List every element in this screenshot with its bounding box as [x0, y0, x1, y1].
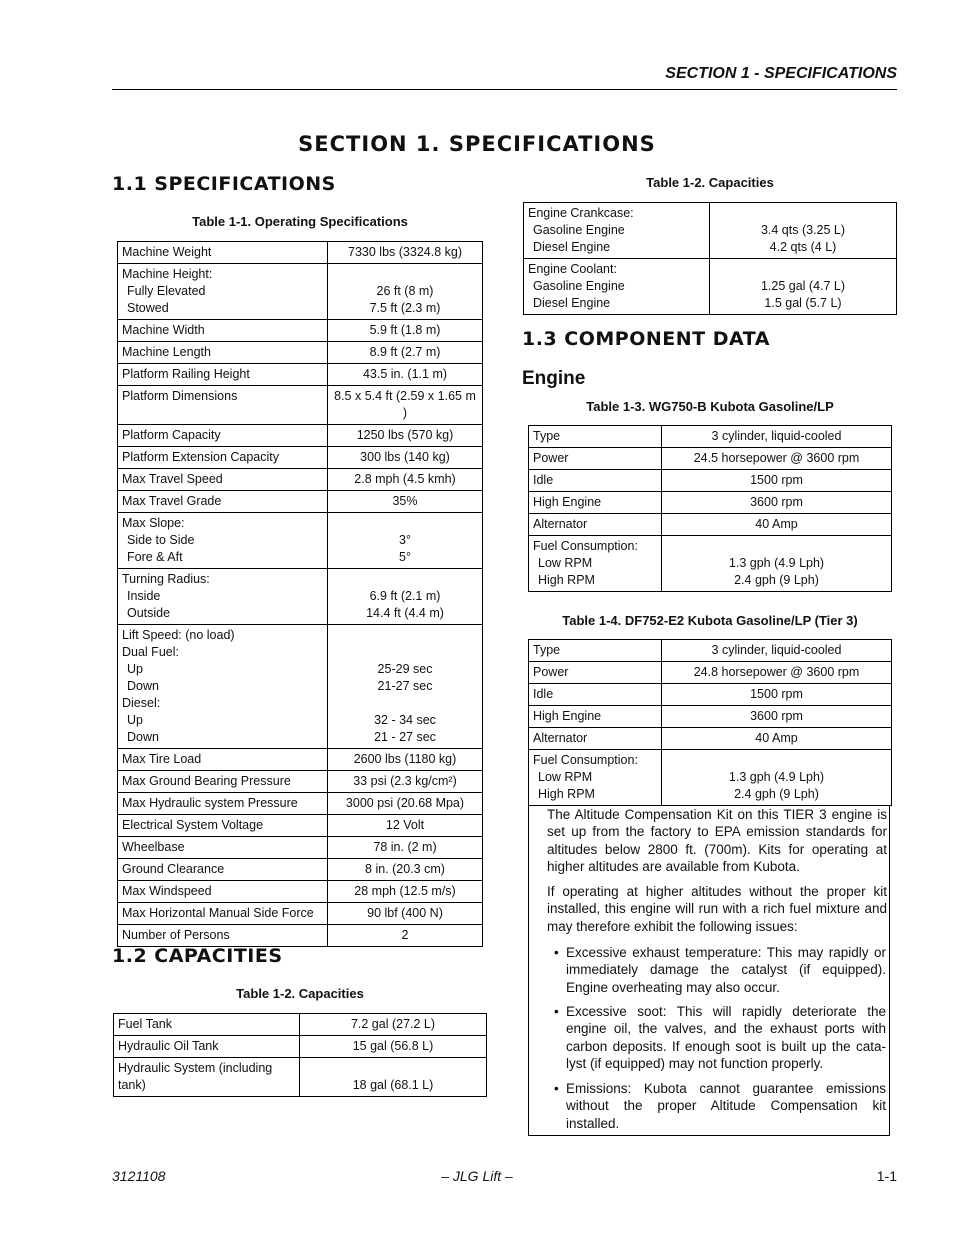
- row-value: 26 ft (8 m): [376, 284, 434, 298]
- row-value-cell: 7.2 gal (27.2 L): [300, 1014, 487, 1036]
- table-row: [529, 448, 892, 470]
- row-label-cell: Type: [529, 640, 662, 662]
- row-value-cell: 8.9 ft (2.7 m): [328, 342, 483, 364]
- row-sublabel: High RPM: [538, 573, 595, 587]
- table-row: [118, 342, 483, 364]
- table-row: [529, 470, 892, 492]
- row-sublabel: Fully Elevated: [127, 284, 206, 298]
- row-label-cell: Power: [529, 662, 662, 684]
- bullet-icon: •: [554, 1004, 559, 1019]
- section-1-1-heading: 1.1 SPECIFICATIONS: [112, 173, 336, 195]
- table-row: [118, 925, 483, 947]
- row-label-cell: [529, 536, 662, 592]
- row-label-cell: Type: [529, 426, 662, 448]
- row-value: 5°: [399, 550, 411, 564]
- row-sublabel: Stowed: [127, 301, 169, 315]
- row-value-cell: [328, 625, 483, 749]
- doc-number: 3121108: [112, 1168, 166, 1184]
- row-value-cell: 12 Volt: [328, 815, 483, 837]
- row-value-cell: 3600 rpm: [662, 492, 892, 514]
- table-row: [114, 1036, 487, 1058]
- row-value-cell: 3 cylinder, liquid-cooled: [662, 640, 892, 662]
- table-1-1-caption: Table 1-1. Operating Specifications: [192, 214, 408, 229]
- row-value-cell: 1500 rpm: [662, 470, 892, 492]
- row-sublabel: High RPM: [538, 787, 595, 801]
- table-row: [524, 259, 897, 315]
- row-label: Turning Radius:: [122, 572, 210, 586]
- table-1-4-caption: Table 1-4. DF752-E2 Kubota Gasoline/LP (Tier 3): [562, 613, 858, 628]
- table-row: [118, 386, 483, 425]
- row-value-cell: 2: [328, 925, 483, 947]
- table-row: [529, 684, 892, 706]
- table-row: [118, 491, 483, 513]
- engine-subheading: Engine: [522, 368, 586, 389]
- bullet-icon: •: [554, 945, 559, 960]
- row-label-cell: High Engine: [529, 492, 662, 514]
- table-row: [118, 837, 483, 859]
- row-label-cell: Hydraulic System (including tank): [114, 1058, 300, 1097]
- row-value: 6.9 ft (2.1 m): [369, 589, 441, 603]
- row-value-cell: [328, 264, 483, 320]
- row-label: Machine Height:: [122, 267, 213, 281]
- table-row: [529, 640, 892, 662]
- row-sublabel: Low RPM: [538, 770, 593, 784]
- header-rule: [112, 89, 897, 90]
- row-value-cell: 33 psi (2.3 kg/cm²): [328, 771, 483, 793]
- running-header: SECTION 1 - SPECIFICATIONS: [665, 65, 897, 82]
- operating-specifications-table: [117, 241, 483, 947]
- row-sublabel: Up: [127, 662, 143, 676]
- row-label-cell: [529, 750, 662, 806]
- row-value: 1.25 gal (4.7 L): [760, 279, 846, 293]
- row-label: Fuel Consumption:: [533, 539, 638, 553]
- row-label-cell: Platform Capacity: [118, 425, 328, 447]
- row-value-cell: 8 in. (20.3 cm): [328, 859, 483, 881]
- row-label-cell: Platform Railing Height: [118, 364, 328, 386]
- row-sublabel: Down: [127, 679, 159, 693]
- table-row: [118, 242, 483, 264]
- row-value-cell: 18 gal (68.1 L): [300, 1058, 487, 1097]
- row-value: 21-27 sec: [377, 679, 433, 693]
- row-value-cell: 300 lbs (140 kg): [328, 447, 483, 469]
- row-value-cell: [328, 513, 483, 569]
- row-sublabel: Gasoline Engine: [533, 223, 625, 237]
- table-row: [118, 264, 483, 320]
- row-label-cell: High Engine: [529, 706, 662, 728]
- row-sublabel: Inside: [127, 589, 161, 603]
- row-value: 21 - 27 sec: [374, 730, 436, 744]
- section-1-3-heading: 1.3 COMPONENT DATA: [522, 328, 770, 350]
- row-value: 32 - 34 sec: [374, 713, 436, 727]
- row-label-cell: Machine Weight: [118, 242, 328, 264]
- row-label-cell: Idle: [529, 684, 662, 706]
- row-label: Lift Speed: (no load): [122, 628, 235, 642]
- row-label-cell: Platform Dimensions: [118, 386, 328, 425]
- row-sublabel: Down: [127, 730, 159, 744]
- wg750b-engine-table: [528, 425, 892, 592]
- row-label-cell: Machine Width: [118, 320, 328, 342]
- row-label-cell: [118, 569, 328, 625]
- table-row: [118, 903, 483, 925]
- row-label-cell: [118, 625, 328, 749]
- note-bullet-item: [554, 1003, 886, 1072]
- row-label-cell: Alternator: [529, 514, 662, 536]
- row-label-cell: Alternator: [529, 728, 662, 750]
- row-label-cell: Number of Persons: [118, 925, 328, 947]
- table-row: [529, 536, 892, 592]
- row-label-cell: Hydraulic Oil Tank: [114, 1036, 300, 1058]
- engine-capacities-table: [523, 202, 897, 315]
- row-label-cell: Fuel Tank: [114, 1014, 300, 1036]
- row-sublabel: Gasoline Engine: [533, 279, 625, 293]
- row-label-cell: Platform Extension Capacity: [118, 447, 328, 469]
- row-label-cell: [524, 203, 710, 259]
- row-value: 1.5 gal (5.7 L): [764, 296, 842, 310]
- row-sublabel: Dual Fuel:: [122, 645, 179, 659]
- altitude-note-paragraph-2: If operating at higher altitudes without the proper kit installed, this engine will run with a rich fuel mixture and may therefore exhibit the following issues:: [547, 884, 887, 934]
- table-1-2-caption: Table 1-2. Capacities: [236, 986, 364, 1001]
- row-spacer: [332, 695, 478, 712]
- row-sublabel: Side to Side: [127, 533, 195, 547]
- row-sublabel: Diesel Engine: [533, 240, 611, 254]
- table-row: [118, 749, 483, 771]
- table-row: [118, 859, 483, 881]
- row-value-cell: 78 in. (2 m): [328, 837, 483, 859]
- table-row: [529, 492, 892, 514]
- table-row: [118, 625, 483, 749]
- note-bullet-item: [554, 1080, 886, 1132]
- row-sublabel: Up: [127, 713, 143, 727]
- row-label-cell: Max Travel Grade: [118, 491, 328, 513]
- table-row: [529, 706, 892, 728]
- row-value: 2.4 gph (9 Lph): [734, 787, 819, 801]
- row-label-cell: Max Horizontal Manual Side Force: [118, 903, 328, 925]
- row-value-cell: 5.9 ft (1.8 m): [328, 320, 483, 342]
- row-value-cell: 15 gal (56.8 L): [300, 1036, 487, 1058]
- table-1-2-caption-right: Table 1-2. Capacities: [646, 175, 774, 190]
- row-label-cell: Power: [529, 448, 662, 470]
- altitude-note-paragraph-1: The Altitude Compensation Kit on this TIER 3 engine is set up from the factory to EPA emission standards for altitudes below 2800 ft. (700m). Kits for operating at higher altitudes are available from Kubota.: [547, 807, 887, 874]
- row-value-cell: [662, 536, 892, 592]
- row-value: 1.3 gph (4.9 Lph): [728, 770, 825, 784]
- row-value-cell: 40 Amp: [662, 728, 892, 750]
- row-value-cell: 7330 lbs (3324.8 kg): [328, 242, 483, 264]
- row-value-cell: 3 cylinder, liquid-cooled: [662, 426, 892, 448]
- df752e2-engine-table: [528, 639, 892, 806]
- table-row: [118, 364, 483, 386]
- row-label-cell: [118, 513, 328, 569]
- row-sublabel: Low RPM: [538, 556, 593, 570]
- row-label: Engine Coolant:: [528, 262, 617, 276]
- row-sublabel: Diesel Engine: [533, 296, 611, 310]
- row-value-cell: 3000 psi (20.68 Mpa): [328, 793, 483, 815]
- row-value-cell: [662, 750, 892, 806]
- table-1-3-caption: Table 1-3. WG750-B Kubota Gasoline/LP: [586, 399, 834, 414]
- table-row: [118, 447, 483, 469]
- table-row: [118, 469, 483, 491]
- footer-center: – JLG Lift –: [441, 1168, 513, 1184]
- row-label: Engine Crankcase:: [528, 206, 634, 220]
- bullet-icon: •: [554, 1081, 559, 1096]
- row-value-cell: 1500 rpm: [662, 684, 892, 706]
- row-value: 2.4 gph (9 Lph): [734, 573, 819, 587]
- page-title: SECTION 1. SPECIFICATIONS: [298, 132, 656, 156]
- row-label-cell: Max Travel Speed: [118, 469, 328, 491]
- bullet-text: Emissions: Kubota cannot guarantee emissions without the proper Altitude Compensation kit installed.: [566, 1081, 886, 1131]
- table-row: [529, 662, 892, 684]
- row-value-cell: 1250 lbs (570 kg): [328, 425, 483, 447]
- row-label-cell: [524, 259, 710, 315]
- row-label-cell: Max Tire Load: [118, 749, 328, 771]
- table-row: [118, 793, 483, 815]
- row-value-cell: 35%: [328, 491, 483, 513]
- table-row: [524, 203, 897, 259]
- table-row: [114, 1058, 487, 1097]
- row-value-cell: 28 mph (12.5 m/s): [328, 881, 483, 903]
- table-row: [529, 728, 892, 750]
- row-value: 1.3 gph (4.9 Lph): [728, 556, 825, 570]
- row-value: 7.5 ft (2.3 m): [369, 301, 441, 315]
- table-row: [118, 320, 483, 342]
- row-sublabel: Outside: [127, 606, 171, 620]
- row-value: 3°: [399, 533, 411, 547]
- section-1-2-heading: 1.2 CAPACITIES: [112, 945, 283, 967]
- bullet-text: Excessive soot: This will rapidly deteriorate the engine oil, the valves, and the exhaust ports with carbon deposits. If enough soot is built up the cata-lyst (if equipped) may not function properly.: [566, 1004, 886, 1071]
- row-value-cell: 8.5 x 5.4 ft (2.59 x 1.65 m ): [328, 386, 483, 425]
- table-row: [118, 815, 483, 837]
- table-row: [118, 569, 483, 625]
- note-bullet-item: [554, 944, 886, 996]
- row-label-cell: Max Hydraulic system Pressure: [118, 793, 328, 815]
- row-sublabel: Diesel:: [122, 696, 161, 710]
- row-value-cell: [710, 259, 897, 315]
- row-value: 14.4 ft (4.4 m): [366, 606, 444, 620]
- row-label-cell: Max Windspeed: [118, 881, 328, 903]
- row-label-cell: Wheelbase: [118, 837, 328, 859]
- row-label: Max Slope:: [122, 516, 185, 530]
- row-label-cell: Ground Clearance: [118, 859, 328, 881]
- row-value-cell: [328, 569, 483, 625]
- row-value: 3.4 qts (3.25 L): [760, 223, 846, 237]
- table-row: [529, 514, 892, 536]
- row-value-cell: 24.5 horsepower @ 3600 rpm: [662, 448, 892, 470]
- row-value-cell: 2600 lbs (1180 kg): [328, 749, 483, 771]
- table-row: [118, 513, 483, 569]
- row-label-cell: Machine Length: [118, 342, 328, 364]
- table-row: [114, 1014, 487, 1036]
- table-row: [118, 425, 483, 447]
- capacities-table: [113, 1013, 487, 1097]
- row-value-cell: 90 lbf (400 N): [328, 903, 483, 925]
- row-label-cell: Electrical System Voltage: [118, 815, 328, 837]
- table-row: [529, 426, 892, 448]
- row-value-cell: 43.5 in. (1.1 m): [328, 364, 483, 386]
- row-sublabel: Fore & Aft: [127, 550, 183, 564]
- table-row: [118, 881, 483, 903]
- row-label-cell: [118, 264, 328, 320]
- row-value: 4.2 qts (4 L): [769, 240, 837, 254]
- row-label: Fuel Consumption:: [533, 753, 638, 767]
- table-row: [118, 771, 483, 793]
- page-number: 1-1: [876, 1168, 897, 1184]
- row-value-cell: [710, 203, 897, 259]
- row-value-cell: 40 Amp: [662, 514, 892, 536]
- row-value-cell: 3600 rpm: [662, 706, 892, 728]
- table-row: [529, 750, 892, 806]
- row-value: 25-29 sec: [377, 662, 433, 676]
- row-value-cell: 2.8 mph (4.5 kmh): [328, 469, 483, 491]
- row-label-cell: Max Ground Bearing Pressure: [118, 771, 328, 793]
- bullet-text: Excessive exhaust temperature: This may rapidly or immediately damage the catalyst (if equipped). Engine overheating may also occur.: [566, 945, 886, 995]
- row-value-cell: 24.8 horsepower @ 3600 rpm: [662, 662, 892, 684]
- row-label-cell: Idle: [529, 470, 662, 492]
